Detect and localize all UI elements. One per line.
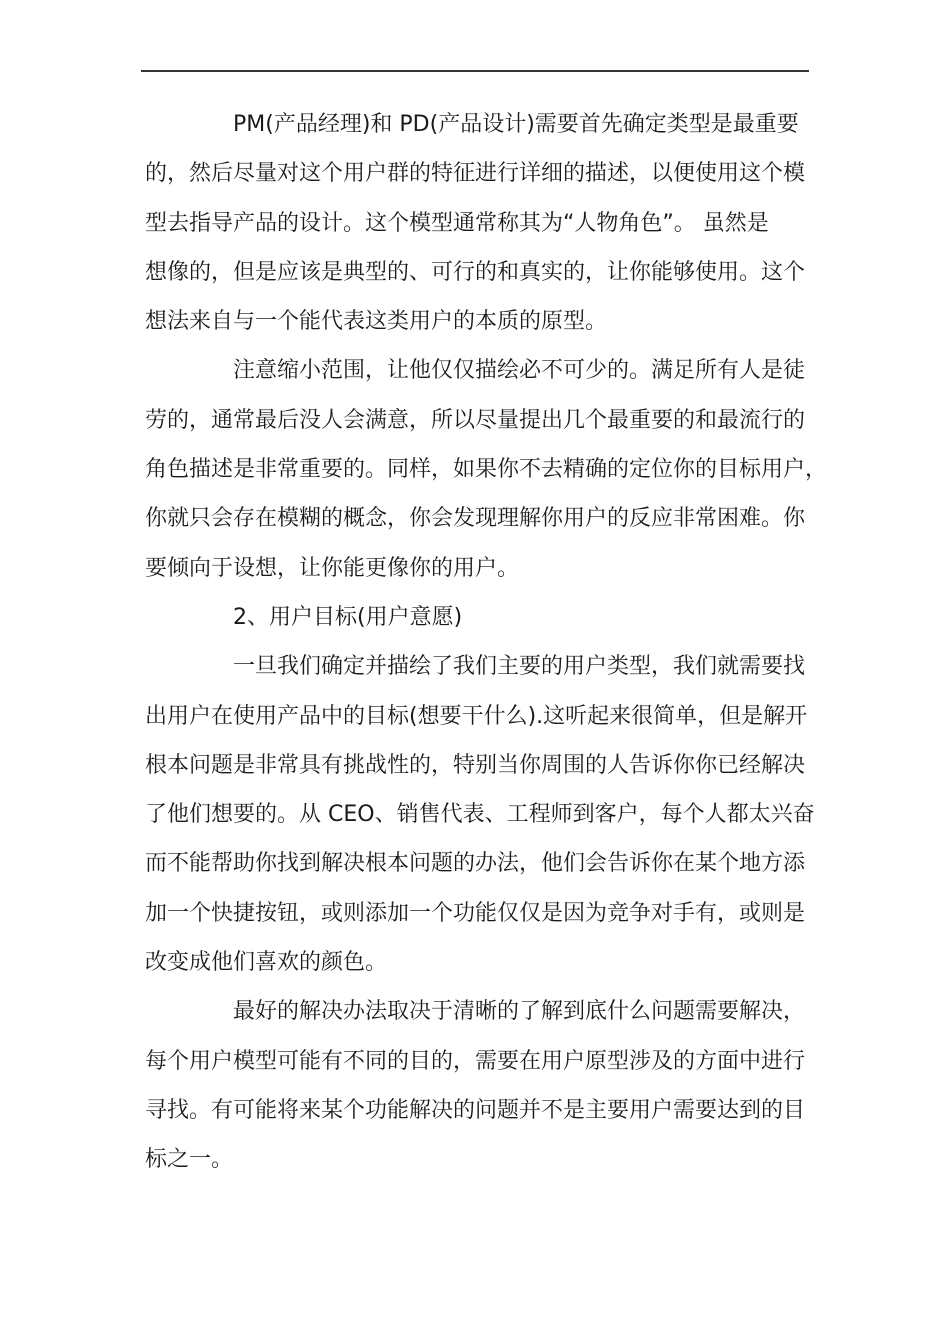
text-line: 2、用户目标(用户意愿) (233, 604, 463, 630)
text-line: 注意缩小范围，让他仅仅描绘必不可少的。满足所有人是徒 (233, 358, 806, 384)
text-line: 了他们想要的。从 CEO、销售代表、工程师到客户，每个人都太兴奋 (145, 802, 815, 828)
text-line: 标之一。 (145, 1147, 234, 1173)
text-line: 型去指导产品的设计。这个模型通常称其为“人物角色”。 虽然是 (145, 210, 769, 236)
text-line: 最好的解决办法取决于清晰的了解到底什么问题需要解决， (233, 999, 806, 1025)
text-line: PM(产品经理)和 PD(产品设计)需要首先确定类型是最重要 (233, 112, 799, 137)
text-line: 而不能帮助你找到解决根本问题的办法，他们会告诉你在某个地方添 (145, 851, 806, 877)
text-line: 的，然后尽量对这个用户群的特征进行详细的描述，以便使用这个模 (145, 161, 806, 187)
text-line: 想法来自与一个能代表这类用户的本质的原型。 (145, 309, 608, 335)
text-line: 要倾向于设想，让你能更像你的用户。 (145, 555, 520, 581)
text-line: 改变成他们喜欢的颜色。 (145, 950, 388, 976)
text-line: 劳的，通常最后没人会满意，所以尽量提出几个最重要的和最流行的 (145, 407, 806, 433)
text-line: 角色描述是非常重要的。同样，如果你不去精确的定位你的目标用户， (145, 457, 828, 483)
text-line: 根本问题是非常具有挑战性的，特别当你周围的人告诉你你已经解决 (145, 752, 806, 778)
document-body (145, 100, 828, 1185)
text-line: 想像的，但是应该是典型的、可行的和真实的，让你能够使用。这个 (145, 259, 806, 285)
header-rule (141, 70, 809, 72)
text-line: 一旦我们确定并描绘了我们主要的用户类型，我们就需要找 (233, 654, 806, 680)
text-line: 寻找。有可能将来某个功能解决的问题并不是主要用户需要达到的目 (145, 1097, 806, 1123)
text-line: 每个用户模型可能有不同的目的，需要在用户原型涉及的方面中进行 (145, 1048, 806, 1074)
text-line: 你就只会存在模糊的概念，你会发现理解你用户的反应非常困难。你 (145, 506, 806, 532)
text-line: 加一个快捷按钮，或则添加一个功能仅仅是因为竞争对手有，或则是 (145, 900, 806, 926)
text-line: 出用户在使用产品中的目标(想要干什么).这听起来很简单，但是解开 (145, 703, 808, 729)
